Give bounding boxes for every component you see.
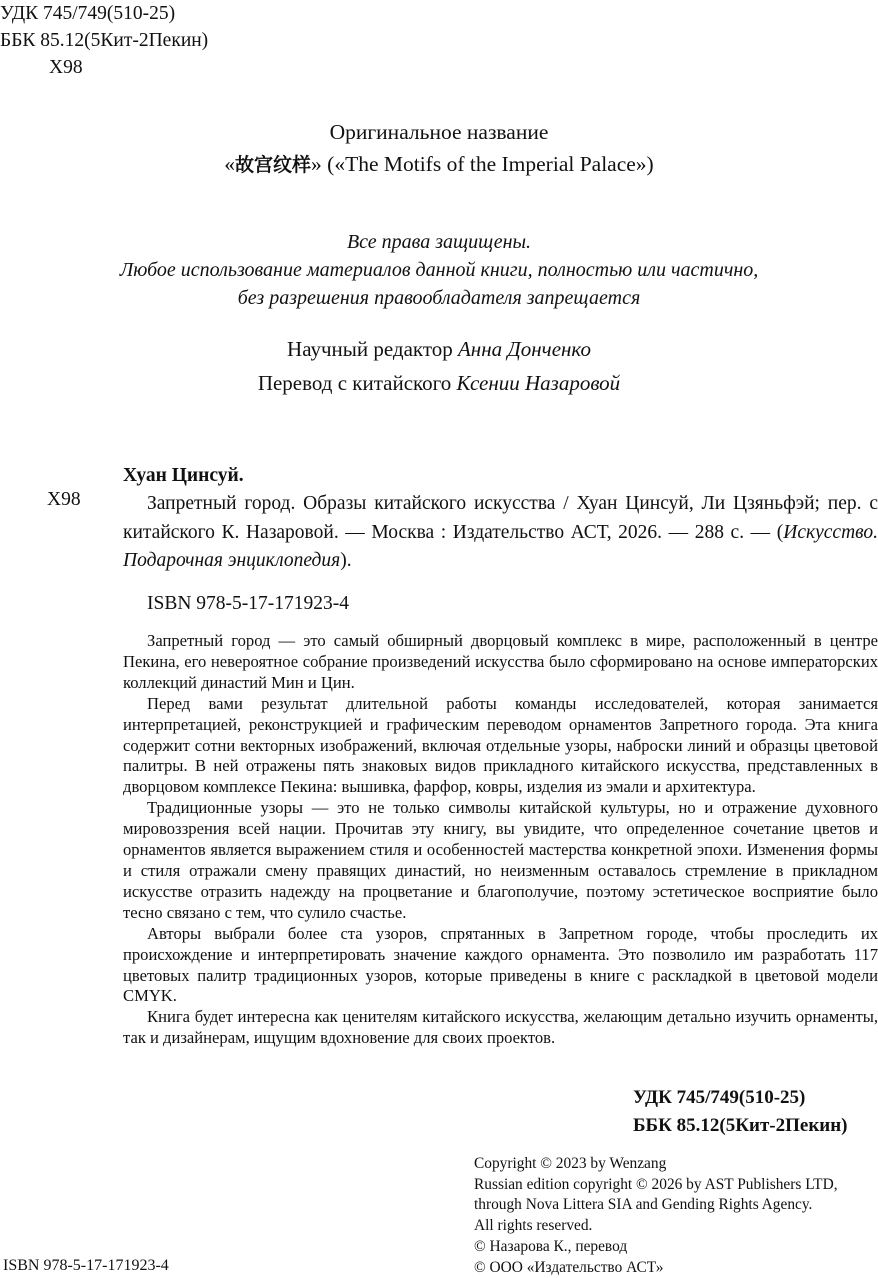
original-title-label: Оригинальное название (329, 120, 549, 144)
copyright-line: © Назарова К., перевод (474, 1237, 628, 1255)
copyright-line: © ООО «Издательство АСТ» (474, 1258, 664, 1276)
annotation-paragraph: Перед вами результат длительной работы команды исследователей, которая занимается интерпретацией, реконструкцией и графическим переводом орнаментов Запретного города. Эта книга содержит сотни векторных изображений, включая отдельные узоры, наброски линий и образцы цветовой палитры. В ней отражены пять знаковых видов прикладного китайского искусства, представленных в дворцовом комплексе Пекина: вышивка, фарфор, ковры, изделия из эмали и архитектура. (123, 693, 878, 797)
copyright-line: Russian edition copyright © 2026 by AST Publishers LTD, (474, 1175, 838, 1193)
udk-code-bottom: УДК 745/749(510-25) (633, 1087, 806, 1108)
annotation-paragraph: Авторы выбрали более ста узоров, спрятанных в Запретном городе, чтобы проследить их происхождение и интерпретировать значение каждого орнамента. Это позволило им разработать 117 цветовых палитр традиционных узоров, которые приведены в книге с раскладкой в цветовой модели CMYK. (123, 923, 878, 1006)
annotation-paragraph: Книга будет интересна как ценителям китайского искусства, желающим детально изучить орнаменты, так и дизайнерам, ищущим вдохновение для своих проектов. (123, 1007, 878, 1048)
rights-line-2: Любое использование материалов данной книги, полностью или частично, (119, 259, 759, 281)
copyright-line: through Nova Littera SIA and Gending Rights Agency. (474, 1196, 813, 1214)
copyright-block (474, 1154, 838, 1278)
editor-label: Научный редактор (287, 337, 458, 361)
bib-isbn: ISBN 978-5-17-171923-4 (147, 593, 350, 614)
translator-label: Перевод с китайского (257, 371, 457, 395)
translator-name: Ксении Назаровой (456, 371, 621, 395)
editor-name: Анна Донченко (457, 337, 591, 361)
original-title (0, 150, 878, 177)
chinese-title: 故宫纹样 (235, 154, 312, 176)
bib-text: Запретный город. Образы китайского искусства / Хуан Цинсуй, Ли Цзяньфэй; пер. с китайского К. Назаровой. — Москва : Издательство АСТ, 2026. — 288 с. — ( (123, 493, 878, 543)
copyright-line: Copyright © 2023 by Wenzang (474, 1155, 667, 1172)
bib-author: Хуан Цинсуй. (123, 465, 244, 486)
isbn-bottom: ISBN 978-5-17-171923-4 (3, 1257, 169, 1274)
rights-line-1: Все права защищены. (346, 231, 532, 253)
bib-record (123, 490, 878, 576)
classification-codes-bottom (633, 1084, 848, 1140)
quote-open: « (224, 152, 236, 176)
copyright-line: All rights reserved. (474, 1217, 593, 1235)
bib-author-mark: Х98 (47, 489, 81, 510)
classification-codes-top (0, 0, 208, 81)
bbk-code-bottom: ББК 85.12(5Кит-2Пекин) (633, 1115, 848, 1136)
bib-text-end: ). (340, 550, 352, 571)
udk-code: УДК 745/749(510-25) (0, 3, 176, 24)
rights-line-3: без разрешения правообладателя запрещается (237, 287, 641, 309)
bib-series: Искусство. Подарочная энциклопедия (123, 521, 878, 571)
english-title: » («The Motifs of the Imperial Palace») (311, 152, 654, 176)
annotation (123, 631, 878, 1049)
annotation-paragraph: Традиционные узоры — это не только символы китайской культуры, но и отражение духовного мировоззрения всей нации. Прочитав эту книгу, вы увидите, что определенное сочетание цветов и орнаментов является выражением стиля и особенностей мастерства конкретной эпохи. Изменения формы и стиля отражали смену правящих династий, но неизменным оставалось стремление в прикладном искусстве отразить надежду на процветание и благополучие, поэтому эстетическое восприятие было тесно связано с тем, что сулило счастье. (123, 798, 878, 922)
bbk-code: ББК 85.12(5Кит-2Пекин) (0, 30, 209, 51)
scientific-editor (0, 337, 878, 362)
translator-credit (0, 371, 878, 396)
author-mark: Х98 (49, 57, 83, 78)
annotation-paragraph: Запретный город — это самый обширный дворцовый комплекс в мире, расположенный в центре Пекина, его невероятное собрание произведений искусства было сформировано на основе императорских коллекций династий Мин и Цин. (123, 631, 878, 692)
